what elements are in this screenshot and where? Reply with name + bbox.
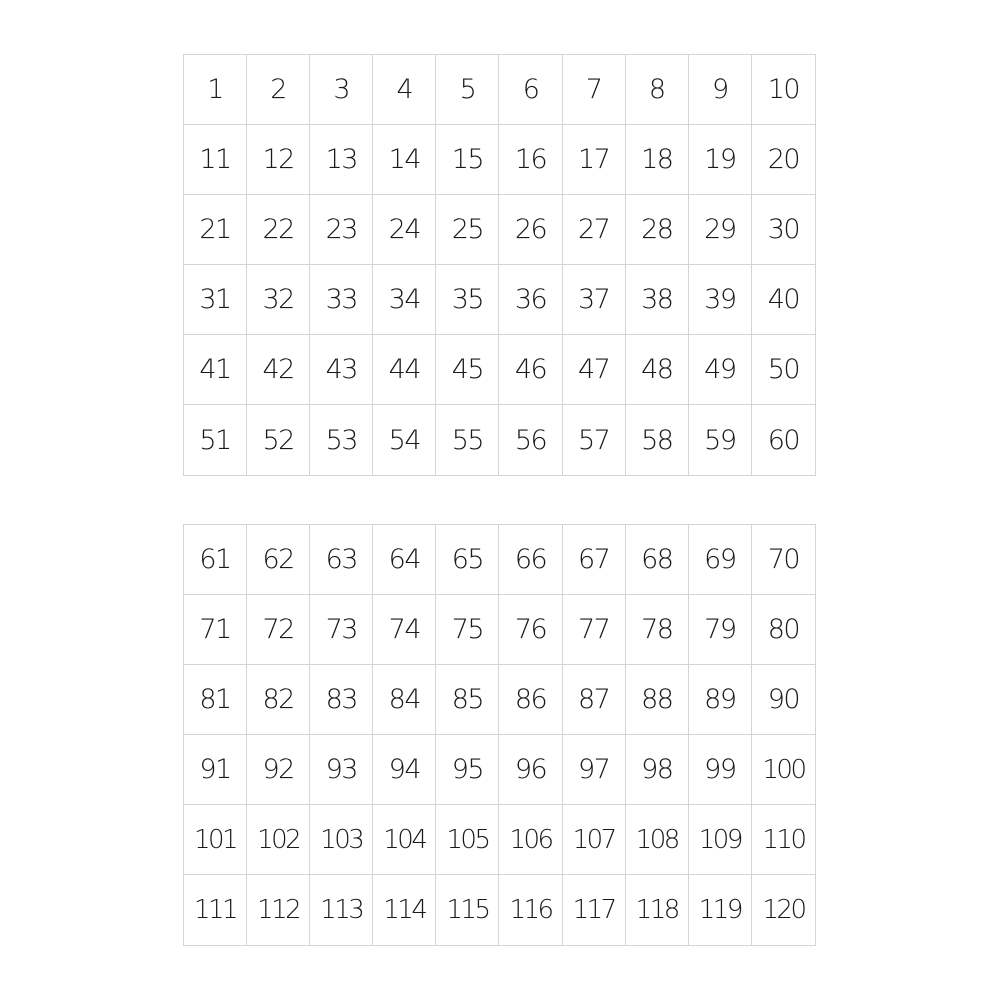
number-cell: 32	[247, 265, 310, 335]
number-cell: 33	[310, 265, 373, 335]
number-cell: 27	[563, 195, 626, 265]
number-cell: 113	[310, 875, 373, 945]
number-cell: 29	[689, 195, 752, 265]
number-cell: 115	[436, 875, 499, 945]
number-cell: 10	[752, 55, 815, 125]
number-cell: 103	[310, 805, 373, 875]
number-cell: 70	[752, 525, 815, 595]
number-cell: 46	[499, 335, 562, 405]
number-cell: 90	[752, 665, 815, 735]
number-cell: 112	[247, 875, 310, 945]
number-cell: 82	[247, 665, 310, 735]
number-cell: 107	[563, 805, 626, 875]
number-cell: 106	[499, 805, 562, 875]
number-cell: 25	[436, 195, 499, 265]
number-cell: 3	[310, 55, 373, 125]
number-grid-1-60	[183, 54, 816, 476]
number-cell: 79	[689, 595, 752, 665]
number-cell: 59	[689, 405, 752, 475]
number-cell: 66	[499, 525, 562, 595]
number-cell: 40	[752, 265, 815, 335]
number-cell: 20	[752, 125, 815, 195]
number-cell: 83	[310, 665, 373, 735]
number-cell: 35	[436, 265, 499, 335]
number-cell: 68	[626, 525, 689, 595]
number-cell: 86	[499, 665, 562, 735]
number-cell: 78	[626, 595, 689, 665]
number-cell: 97	[563, 735, 626, 805]
number-cell: 8	[626, 55, 689, 125]
number-cell: 6	[499, 55, 562, 125]
number-cell: 65	[436, 525, 499, 595]
number-cell: 104	[373, 805, 436, 875]
number-cell: 12	[247, 125, 310, 195]
number-cell: 72	[247, 595, 310, 665]
number-cell: 2	[247, 55, 310, 125]
number-cell: 116	[499, 875, 562, 945]
number-cell: 87	[563, 665, 626, 735]
number-cell: 5	[436, 55, 499, 125]
number-cell: 14	[373, 125, 436, 195]
number-cell: 49	[689, 335, 752, 405]
number-cell: 18	[626, 125, 689, 195]
number-cell: 69	[689, 525, 752, 595]
number-cell: 84	[373, 665, 436, 735]
number-cell: 13	[310, 125, 373, 195]
number-cell: 64	[373, 525, 436, 595]
number-cell: 89	[689, 665, 752, 735]
number-cell: 16	[499, 125, 562, 195]
number-cell: 37	[563, 265, 626, 335]
number-cell: 26	[499, 195, 562, 265]
number-cell: 15	[436, 125, 499, 195]
number-cell: 60	[767, 424, 800, 456]
number-cell: 30	[752, 195, 815, 265]
number-cell: 95	[436, 735, 499, 805]
number-cell: 34	[373, 265, 436, 335]
number-cell: 94	[373, 735, 436, 805]
number-cell: 67	[563, 525, 626, 595]
number-cell: 118	[626, 875, 689, 945]
number-cell: 105	[436, 805, 499, 875]
number-cell: 41	[184, 335, 247, 405]
number-cell: 80	[752, 595, 815, 665]
number-cell: 51	[184, 405, 247, 475]
number-cell: 39	[689, 265, 752, 335]
number-cell: 114	[373, 875, 436, 945]
number-cell: 108	[626, 805, 689, 875]
number-cell: 53	[310, 405, 373, 475]
number-cell: 102	[247, 805, 310, 875]
number-cell: 7	[563, 55, 626, 125]
number-cell: 71	[184, 595, 247, 665]
number-cell: 38	[626, 265, 689, 335]
number-cell: 77	[563, 595, 626, 665]
number-cell: 42	[247, 335, 310, 405]
number-cell: 4	[373, 55, 436, 125]
number-cell: 98	[626, 735, 689, 805]
number-cell: 19	[689, 125, 752, 195]
number-cell: 56	[499, 405, 562, 475]
number-cell: 57	[563, 405, 626, 475]
number-cell: 110	[752, 805, 815, 875]
number-cell: 99	[689, 735, 752, 805]
number-cell: 31	[184, 265, 247, 335]
number-cell: 52	[247, 405, 310, 475]
number-cell: 44	[373, 335, 436, 405]
number-cell: 109	[689, 805, 752, 875]
number-cell: 9	[689, 55, 752, 125]
number-cell: 24	[373, 195, 436, 265]
number-cell: 88	[626, 665, 689, 735]
number-cell: 45	[436, 335, 499, 405]
number-cell: 85	[436, 665, 499, 735]
number-cell: 91	[184, 735, 247, 805]
number-cell: 50	[752, 335, 815, 405]
number-cell: 119	[689, 875, 752, 945]
number-cell: 48	[626, 335, 689, 405]
number-cell: 17	[563, 125, 626, 195]
number-cell: 120	[762, 895, 805, 925]
number-cell: 101	[184, 805, 247, 875]
number-cell: 21	[184, 195, 247, 265]
number-cell: 62	[247, 525, 310, 595]
number-cell: 63	[310, 525, 373, 595]
number-cell: 22	[247, 195, 310, 265]
number-cell: 111	[184, 875, 247, 945]
number-cell: 55	[436, 405, 499, 475]
number-cell: 43	[310, 335, 373, 405]
number-cell: 96	[499, 735, 562, 805]
number-cell: 61	[184, 525, 247, 595]
number-cell: 11	[184, 125, 247, 195]
number-cell: 58	[626, 405, 689, 475]
number-cell: 100	[752, 735, 815, 805]
number-cell: 54	[373, 405, 436, 475]
number-cell: 28	[626, 195, 689, 265]
number-cell: 47	[563, 335, 626, 405]
number-cell: 76	[499, 595, 562, 665]
number-cell: 117	[563, 875, 626, 945]
number-cell: 74	[373, 595, 436, 665]
number-cell: 81	[184, 665, 247, 735]
number-grid-61-120	[183, 524, 816, 946]
number-cell: 36	[499, 265, 562, 335]
number-cell: 93	[310, 735, 373, 805]
number-cell: 92	[247, 735, 310, 805]
number-cell: 73	[310, 595, 373, 665]
number-cell: 75	[436, 595, 499, 665]
number-cell: 23	[310, 195, 373, 265]
number-cell: 1	[184, 55, 247, 125]
